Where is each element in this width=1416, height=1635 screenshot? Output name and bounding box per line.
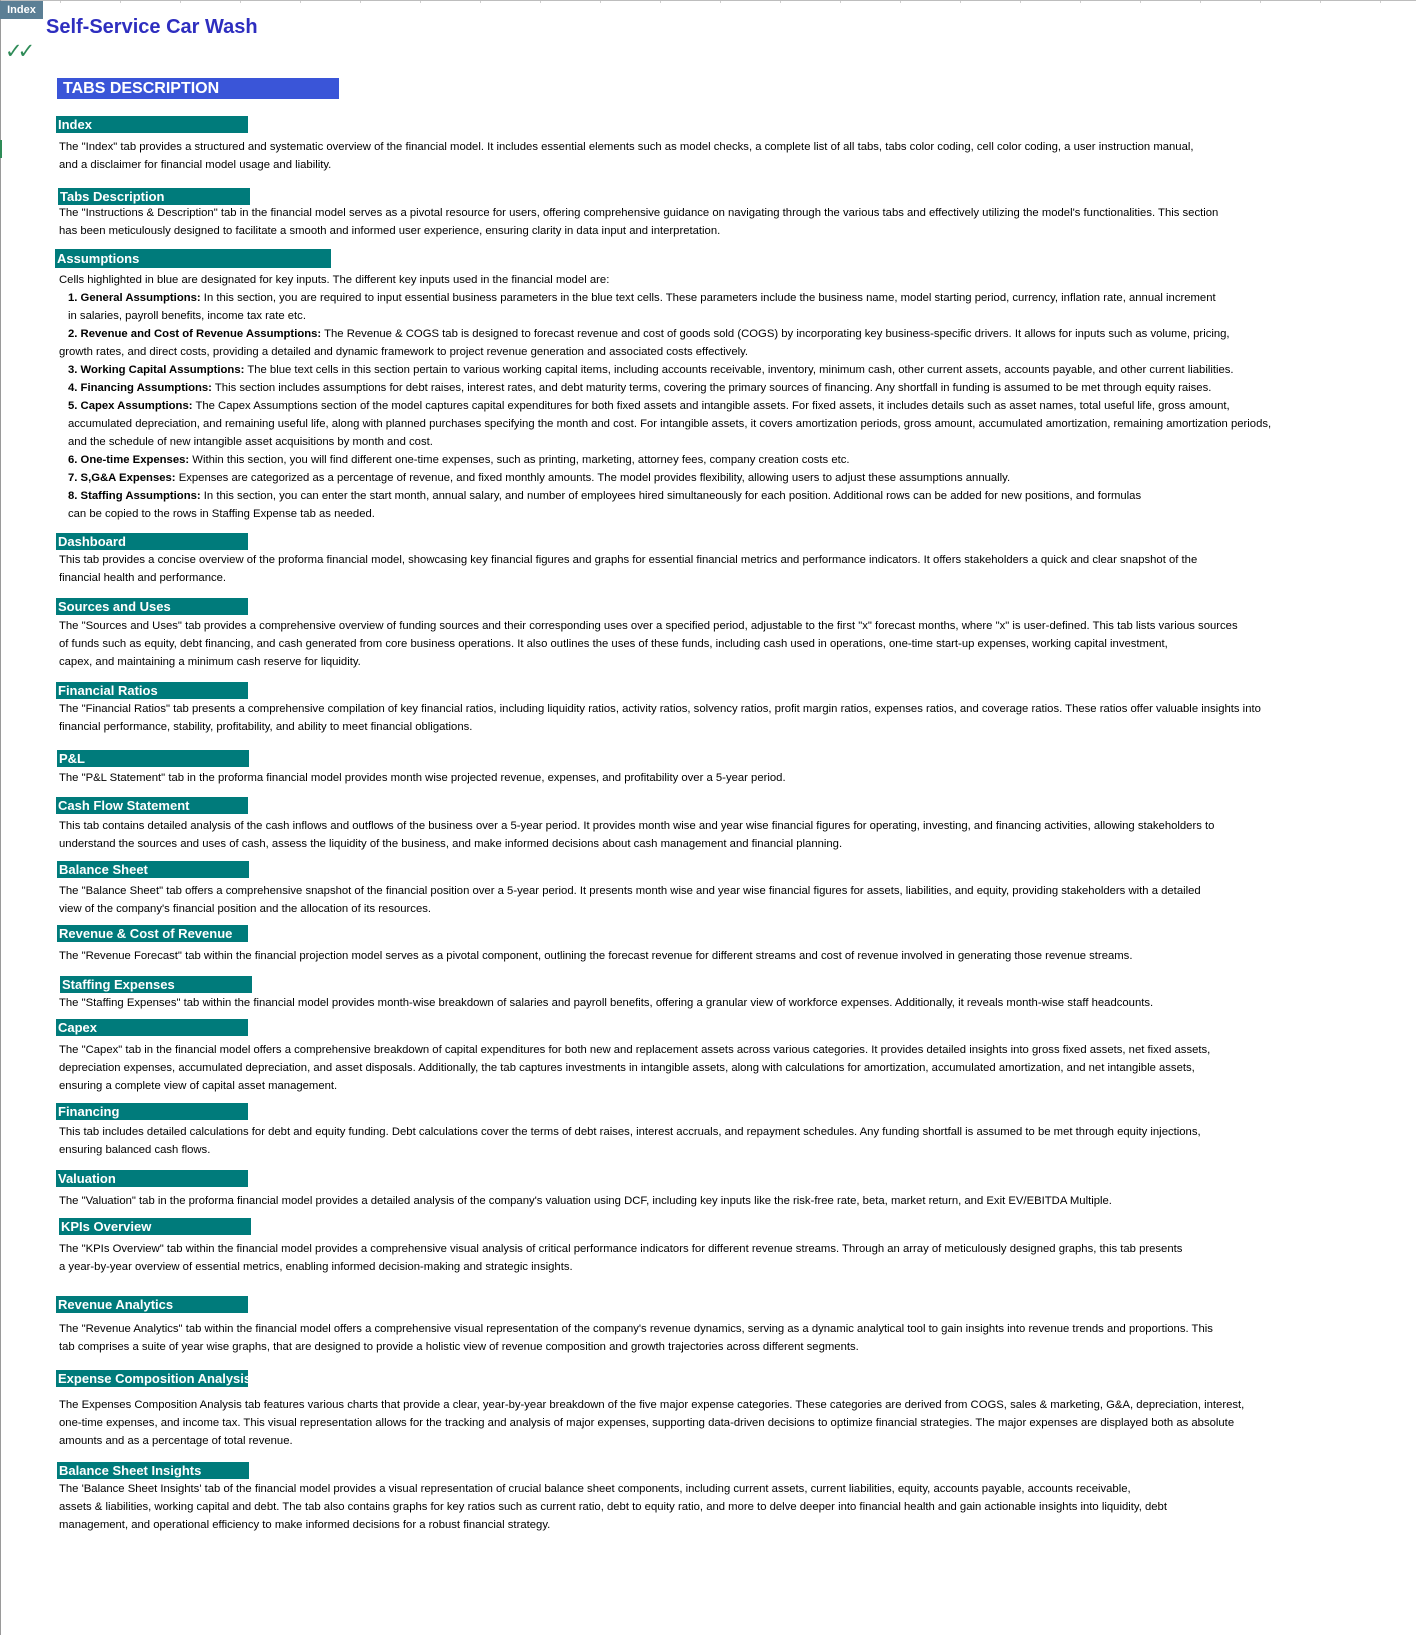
text-line: The "Sources and Uses" tab provides a comprehensive overview of funding sources and their corresponding uses over a specified period, adjustable to the first "x" forecast months, where "x" is user-defined. This tab lists various sources xyxy=(59,620,1238,632)
section-header-balance-sheet: Balance Sheet xyxy=(57,861,249,878)
text-line: financial performance, stability, profitability, and ability to meet financial obligations. xyxy=(59,721,473,733)
assumption-item: 3. Working Capital Assumptions: The blue text cells in this section pertain to various working capital items, including accounts receivable, inventory, minimum cash, other current assets, accounts payable, and other current liabilities. xyxy=(68,364,1234,376)
section-header-valuation: Valuation xyxy=(56,1170,248,1187)
text-line: of funds such as equity, debt financing, and cash generated from core business operations. It also outlines the uses of these funds, including cash used in operations, one-time start-up expenses, working capital investment, xyxy=(59,638,1168,650)
index-button[interactable]: Index xyxy=(0,1,43,19)
text-line: capex, and maintaining a minimum cash reserve for liquidity. xyxy=(59,656,361,668)
text-line: understand the sources and uses of cash, assess the liquidity of the business, and make informed decisions about cash management and financial planning. xyxy=(59,838,843,850)
row-marker xyxy=(0,140,2,158)
assumption-item: growth rates, and direct costs, providing a detailed and dynamic framework to project revenue generation and associated costs effectively. xyxy=(59,346,749,358)
section-text-expense-composition xyxy=(59,1396,1399,1450)
assumption-item: and the schedule of new intangible asset acquisitions by month and cost. xyxy=(68,436,433,448)
section-header-tabs-description: Tabs Description xyxy=(58,188,250,205)
text-line: The "Staffing Expenses" tab within the financial model provides month-wise breakdown of salaries and payroll benefits, offering a granular view of workforce expenses. Additionally, it reveals month-wise staff headcounts. xyxy=(59,997,1154,1009)
text-line: This tab provides a concise overview of the proforma financial model, showcasing key financial figures and graphs for essential financial metrics and performance indicators. It offers stakeholders a quick and clear snapshot of the xyxy=(59,554,1198,566)
assumption-item: can be copied to the rows in Staffing Expense tab as needed. xyxy=(68,508,375,520)
section-text-sources-uses xyxy=(59,617,1399,671)
sheet-left-border xyxy=(0,0,1,1635)
section-text-balance-sheet xyxy=(59,882,1399,918)
text-line: financial health and performance. xyxy=(59,572,227,584)
assumption-item: accumulated depreciation, and remaining useful life, along with planned purchases specifying the month and cost. For intangible assets, it covers amortization periods, gross amount, accumulated amortization, remaining amortization periods, xyxy=(68,418,1272,430)
section-text-valuation xyxy=(59,1192,1399,1210)
text-line: The "Balance Sheet" tab offers a comprehensive snapshot of the financial position over a 5-year period. It presents month wise and year wise financial figures for assets, liabilities, and equity, providing stakeholders with a detailed xyxy=(59,885,1201,897)
section-header-kpis: KPIs Overview xyxy=(59,1218,251,1235)
section-text-cash-flow xyxy=(59,817,1399,853)
section-header-expense-composition: Expense Composition Analysis xyxy=(58,1371,252,1386)
text-line: The "KPIs Overview" tab within the financial model provides a comprehensive visual analysis of critical performance indicators for different revenue streams. Through an array of meticulously designed graphs, this tab presents xyxy=(59,1243,1183,1255)
section-text-pnl xyxy=(59,769,1399,787)
section-header-sources-uses: Sources and Uses xyxy=(56,598,248,615)
text-line: has been meticulously designed to facilitate a smooth and informed user experience, ensuring clarity in data input and interpretation. xyxy=(59,225,721,237)
text-line: one-time expenses, and income tax. This visual representation allows for the tracking and analysis of major expenses, supporting data-driven decisions to optimize financial strategies. The major expenses are displayed both as absolute xyxy=(59,1417,1235,1429)
text-line: The "Revenue Analytics" tab within the financial model offers a comprehensive visual representation of the company's revenue dynamics, serving as a dynamic analytical tool to gain insights into revenue trends and proportions. This xyxy=(59,1323,1213,1335)
section-text-financial-ratios xyxy=(59,700,1399,736)
assumptions-intro: Cells highlighted in blue are designated for key inputs. The different key inputs used in the financial model are: xyxy=(59,274,610,286)
text-line: and a disclaimer for financial model usage and liability. xyxy=(59,159,332,171)
section-header-bs-insights: Balance Sheet Insights xyxy=(57,1462,249,1479)
section-text-index xyxy=(59,138,1399,174)
text-line: amounts and as a percentage of total revenue. xyxy=(59,1435,293,1447)
text-line: The "Index" tab provides a structured and systematic overview of the financial model. It includes essential elements such as model checks, a complete list of all tabs, tabs color coding, cell color coding, a user instruction manual, xyxy=(59,141,1194,153)
text-line: ensuring a complete view of capital asset management. xyxy=(59,1080,338,1092)
text-line: depreciation expenses, accumulated depreciation, and asset disposals. Additionally, the tab captures investments in intangible assets, along with calculations for amortization, accumulated amortization, and net intangible assets, xyxy=(59,1062,1195,1074)
assumption-item: 5. Capex Assumptions: The Capex Assumptions section of the model captures capital expenditures for both fixed assets and intangible assets. For fixed assets, it includes details such as asset names, total useful life, gross amount, xyxy=(68,400,1230,412)
page-title: Self-Service Car Wash xyxy=(46,16,258,38)
section-header-revenue-cost: Revenue & Cost of Revenue xyxy=(57,925,248,942)
section-text-dashboard xyxy=(59,551,1399,587)
text-line: a year-by-year overview of essential metrics, enabling informed decision-making and strategic insights. xyxy=(59,1261,573,1273)
text-line: ensuring balanced cash flows. xyxy=(59,1144,211,1156)
assumption-item: 7. S,G&A Expenses: Expenses are categorized as a percentage of revenue, and fixed monthly amounts. The model provides flexibility, allowing users to adjust these assumptions annually. xyxy=(68,472,1011,484)
text-line: This tab contains detailed analysis of the cash inflows and outflows of the business over a 5-year period. It provides month wise and year wise financial figures for operating, investing, and financing activities, allowing stakeholders to xyxy=(59,820,1215,832)
tabs-description-header: TABS DESCRIPTION xyxy=(57,78,339,99)
text-line: The 'Balance Sheet Insights' tab of the financial model provides a visual representation of crucial balance sheet components, including current assets, current liabilities, equity, accounts payable, accounts receivable, xyxy=(59,1483,1131,1495)
section-text-revenue-analytics xyxy=(59,1320,1399,1356)
section-text-assumptions xyxy=(59,271,1399,523)
section-header-financial-ratios: Financial Ratios xyxy=(56,682,248,699)
section-header-staffing: Staffing Expenses xyxy=(60,976,252,993)
section-header-assumptions: Assumptions xyxy=(55,249,331,268)
text-line: assets & liabilities, working capital and debt. The tab also contains graphs for key ratios such as current ratio, debt to equity ratio, and more to delve deeper into financial health and gain actionable insights into liquidity, debt xyxy=(59,1501,1167,1513)
text-line: The "Instructions & Description" tab in the financial model serves as a pivotal resource for users, offering comprehensive guidance on navigating through the various tabs and effectively utilizing the model's functionalities. This section xyxy=(59,207,1219,219)
section-text-capex xyxy=(59,1041,1399,1095)
section-header-cash-flow: Cash Flow Statement xyxy=(56,797,248,814)
assumption-item: 4. Financing Assumptions: This section includes assumptions for debt raises, interest rates, and debt maturity terms, covering the primary sources of financing. Any shortfall in funding is assumed to be met through equity raises. xyxy=(68,382,1212,394)
section-text-kpis xyxy=(59,1240,1399,1276)
text-line: view of the company's financial position and the allocation of its resources. xyxy=(59,903,432,915)
check-icon: ✓✓ xyxy=(5,40,31,63)
section-text-financing xyxy=(59,1123,1399,1159)
section-text-bs-insights xyxy=(59,1480,1399,1534)
text-line: The Expenses Composition Analysis tab features various charts that provide a clear, year-by-year breakdown of the five major expense categories. These categories are derived from COGS, sales & marketing, G&A, depreciation, interest, xyxy=(59,1399,1245,1411)
assumption-item: 8. Staffing Assumptions: In this section, you can enter the start month, annual salary, and number of employees hired simultaneously for each position. Additional rows can be added for new positions, and formulas xyxy=(68,490,1142,502)
sheet-gridlines xyxy=(0,0,1416,3)
section-text-staffing xyxy=(59,994,1399,1012)
text-line: The "P&L Statement" tab in the proforma financial model provides month wise projected revenue, expenses, and profitability over a 5-year period. xyxy=(59,772,786,784)
assumption-item: 6. One-time Expenses: Within this section, you will find different one-time expenses, such as printing, marketing, attorney fees, company creation costs etc. xyxy=(68,454,850,466)
section-text-tabs-description xyxy=(59,204,1399,240)
section-text-revenue-cost xyxy=(59,947,1399,965)
text-line: The "Revenue Forecast" tab within the financial projection model serves as a pivotal component, outlining the forecast revenue for different streams and cost of revenue involved in generating those revenue streams. xyxy=(59,950,1133,962)
assumption-item: 2. Revenue and Cost of Revenue Assumptions: The Revenue & COGS tab is designed to forecast revenue and cost of goods sold (COGS) by incorporating key business-specific drivers. It allows for inputs such as volume, pricing, xyxy=(68,328,1230,340)
assumption-item: 1. General Assumptions: In this section, you are required to input essential business parameters in the blue text cells. These parameters include the business name, model starting period, currency, inflation rate, annual increment xyxy=(68,292,1216,304)
section-header-dashboard: Dashboard xyxy=(56,533,248,550)
text-line: tab comprises a suite of year wise graphs, that are designed to provide a holistic view of revenue composition and growth trajectories across different segments. xyxy=(59,1341,859,1353)
text-line: The "Financial Ratios" tab presents a comprehensive compilation of key financial ratios, including liquidity ratios, activity ratios, solvency ratios, profit margin ratios, expenses ratios, and coverage ratios. These ratios offer valuable insights into xyxy=(59,703,1261,715)
section-header-index: Index xyxy=(56,116,248,133)
section-header-pnl: P&L xyxy=(57,750,249,767)
text-line: This tab includes detailed calculations for debt and equity funding. Debt calculations cover the terms of debt raises, interest accruals, and repayment schedules. Any funding shortfall is assumed to be met through equity injections, xyxy=(59,1126,1201,1138)
section-header-financing: Financing xyxy=(56,1103,248,1120)
section-header-capex: Capex xyxy=(56,1019,248,1036)
assumption-item: in salaries, payroll benefits, income tax rate etc. xyxy=(68,310,306,322)
text-line: The "Valuation" tab in the proforma financial model provides a detailed analysis of the company's valuation using DCF, including key inputs like the risk-free rate, beta, market return, and Exit EV/EBITDA Multiple. xyxy=(59,1195,1112,1207)
section-header-revenue-analytics: Revenue Analytics xyxy=(56,1296,248,1313)
text-line: The "Capex" tab in the financial model offers a comprehensive breakdown of capital expenditures for both new and replacement assets across various categories. It provides detailed insights into gross fixed assets, net fixed assets, xyxy=(59,1044,1211,1056)
text-line: management, and operational efficiency to make informed decisions for a robust financial strategy. xyxy=(59,1519,551,1531)
